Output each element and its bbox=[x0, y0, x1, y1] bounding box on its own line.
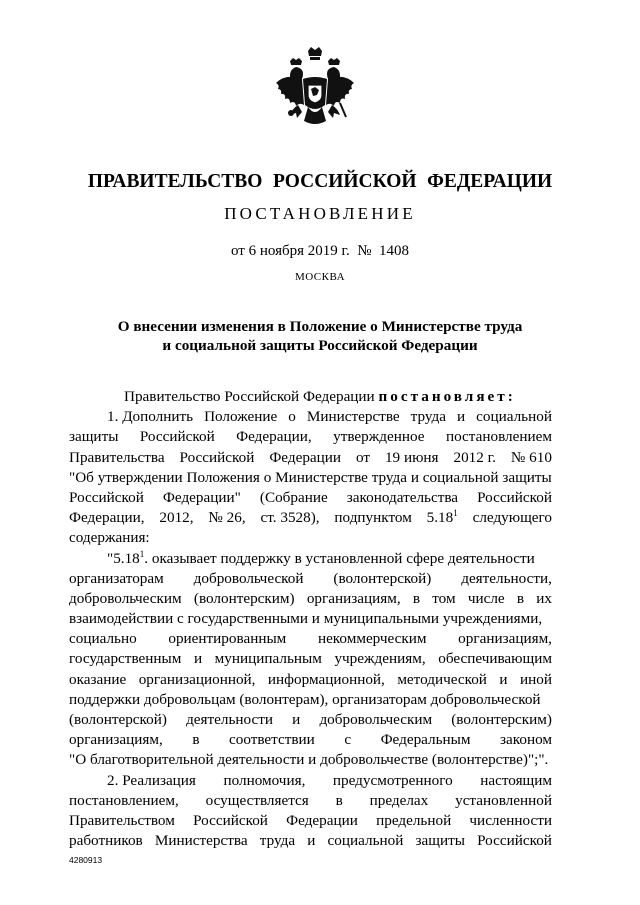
word: защиты bbox=[415, 832, 465, 850]
coat-of-arms-icon bbox=[272, 45, 358, 141]
title-line: и социальной защиты Российской Федерации bbox=[162, 337, 478, 354]
body-line bbox=[69, 528, 552, 548]
word: следующего bbox=[472, 509, 552, 527]
word: "5.18$^1$ bbox=[107, 548, 145, 567]
word: добровольческим bbox=[319, 711, 433, 728]
word: постановлением bbox=[445, 428, 552, 446]
word: организационной, bbox=[138, 670, 256, 688]
word: муниципальным bbox=[214, 650, 322, 668]
word: Министерстве bbox=[306, 408, 400, 426]
body-line bbox=[69, 791, 552, 811]
word: социальной bbox=[327, 832, 404, 850]
word: Положение bbox=[204, 408, 278, 426]
word: Российской bbox=[477, 832, 552, 850]
word: работников bbox=[69, 832, 143, 850]
word: труда bbox=[259, 832, 296, 850]
word: полномочия, bbox=[223, 771, 306, 789]
word: организациям, bbox=[458, 630, 552, 648]
word: от bbox=[355, 448, 371, 466]
word: иной bbox=[520, 670, 552, 688]
word: Федерации, bbox=[236, 428, 312, 446]
word: Федерации" bbox=[162, 488, 241, 506]
preamble-text: Правительство Российской Федерации bbox=[124, 388, 375, 405]
word: законом bbox=[500, 731, 552, 749]
word: организаторам bbox=[69, 569, 164, 587]
word: ориентированным bbox=[168, 630, 287, 648]
word: Российской bbox=[179, 448, 255, 466]
word: соответствии bbox=[228, 731, 315, 749]
word: Российской bbox=[477, 488, 552, 506]
body-line bbox=[69, 549, 552, 569]
body-line bbox=[69, 730, 552, 750]
word: Российской bbox=[69, 488, 144, 506]
word: пределах bbox=[369, 791, 429, 809]
word: в bbox=[335, 791, 343, 809]
word: оказание bbox=[69, 670, 127, 688]
word: утвержденное bbox=[333, 428, 425, 446]
word: взаимодействии с государственными и муниципальными учреждениями, bbox=[69, 610, 543, 628]
word: 2012, bbox=[159, 509, 194, 527]
body-line bbox=[69, 468, 552, 488]
word: "Об утверждении Положения о Министерстве труда и социальной защиты bbox=[69, 468, 552, 486]
body-line bbox=[69, 771, 552, 791]
superscript: 1 bbox=[139, 548, 145, 559]
word: в bbox=[412, 589, 421, 607]
preamble-action: постановляет: bbox=[378, 388, 516, 405]
body-line bbox=[69, 508, 552, 528]
word: добровольческой bbox=[193, 569, 304, 587]
body-line bbox=[69, 407, 552, 427]
document-title bbox=[0, 317, 640, 355]
word: № 610 bbox=[510, 448, 552, 466]
word: труда bbox=[410, 408, 446, 426]
word: социально bbox=[69, 630, 137, 648]
body-line bbox=[69, 448, 552, 468]
word: том bbox=[432, 589, 456, 607]
word: ст. 3528), bbox=[260, 509, 320, 527]
number-sign: № bbox=[357, 243, 372, 259]
word: 5.18$^1$ bbox=[426, 508, 458, 527]
word: 19 июня bbox=[384, 448, 439, 466]
word: деятельности bbox=[186, 711, 274, 728]
body-line bbox=[69, 831, 552, 851]
word: информационной, bbox=[267, 670, 385, 688]
word: постановлением, bbox=[69, 791, 179, 809]
word: (волонтерской) bbox=[333, 569, 432, 587]
word: установленной bbox=[455, 791, 552, 809]
word: в bbox=[192, 731, 200, 749]
word: 2012 г. bbox=[453, 448, 496, 466]
word: Федерации, bbox=[69, 509, 145, 527]
word: Правительства bbox=[69, 448, 165, 466]
word: добровольческим bbox=[69, 589, 182, 607]
body-line bbox=[69, 811, 552, 831]
word: (Собрание bbox=[259, 488, 328, 506]
word: 1. Дополнить bbox=[107, 408, 194, 426]
word: обеспечивающим bbox=[438, 650, 552, 668]
word: числе bbox=[467, 589, 505, 607]
word: Российской bbox=[193, 811, 268, 829]
word: (волонтерским) bbox=[193, 589, 295, 607]
word: социальной bbox=[476, 408, 552, 426]
word: 2. Реализация bbox=[107, 771, 196, 789]
word: в bbox=[516, 589, 525, 607]
body-line bbox=[69, 649, 552, 669]
body-line bbox=[69, 589, 552, 609]
body-line bbox=[69, 427, 552, 447]
word: и bbox=[499, 670, 508, 688]
body-line bbox=[69, 569, 552, 589]
word: подпунктом bbox=[334, 509, 412, 527]
superscript: 1 bbox=[453, 508, 458, 519]
word: некоммерческим bbox=[317, 630, 427, 648]
word: и bbox=[292, 711, 301, 728]
word: осуществляется bbox=[205, 791, 309, 809]
body-line bbox=[69, 488, 552, 508]
word: поддержки добровольцам (волонтерам), организаторам добровольческой bbox=[69, 690, 541, 708]
document-body bbox=[69, 387, 552, 851]
document-type: ПОСТАНОВЛЕНИЕ bbox=[224, 204, 416, 223]
document-number: 1408 bbox=[379, 243, 410, 259]
word: № 26, bbox=[208, 509, 246, 527]
word: настоящим bbox=[480, 771, 552, 789]
date-text: от 6 ноября 2019 г. bbox=[230, 243, 350, 259]
word: организациям, bbox=[306, 589, 401, 607]
word: "О благотворительной деятельности и добровольчестве (волонтерстве)";". bbox=[69, 751, 549, 769]
body-line bbox=[69, 629, 552, 649]
word: государственным bbox=[69, 650, 182, 668]
preamble bbox=[69, 387, 552, 407]
word: . оказывает поддержку в установленной сфере деятельности bbox=[144, 549, 535, 567]
word: с bbox=[344, 731, 352, 749]
word: (волонтерским) bbox=[451, 711, 552, 728]
word: Министерства bbox=[154, 832, 248, 850]
body-line bbox=[69, 690, 552, 710]
word: содержания: bbox=[69, 529, 150, 547]
word: методической bbox=[397, 670, 487, 688]
body-line bbox=[69, 710, 552, 730]
word: организациям, bbox=[69, 731, 163, 749]
word: Федерации bbox=[286, 811, 358, 829]
word: и bbox=[307, 832, 316, 850]
word: их bbox=[536, 589, 552, 607]
title-line: О внесении изменения в Положение о Министерстве труда bbox=[117, 318, 523, 335]
word: численности bbox=[469, 811, 552, 829]
word: (волонтерской) bbox=[69, 711, 167, 728]
word: и bbox=[193, 650, 203, 668]
body-line bbox=[69, 750, 552, 770]
word: деятельности, bbox=[461, 569, 552, 587]
city: МОСКВА bbox=[294, 271, 346, 283]
word: о bbox=[288, 408, 296, 426]
body-line bbox=[69, 609, 552, 629]
document-id: 4280913 bbox=[69, 855, 103, 865]
word: защиты bbox=[69, 428, 119, 446]
word: Правительством bbox=[69, 811, 175, 829]
word: Российской bbox=[139, 428, 215, 446]
word: Федерации bbox=[269, 448, 342, 466]
word: и bbox=[456, 408, 466, 426]
word: законодательства bbox=[346, 488, 459, 506]
word: предусмотренного bbox=[332, 771, 453, 789]
word: предельной bbox=[376, 811, 452, 829]
body-line bbox=[69, 670, 552, 690]
document-date bbox=[0, 243, 640, 260]
government-heading: ПРАВИТЕЛЬСТВО РОССИЙСКОЙ ФЕДЕРАЦИИ bbox=[87, 170, 553, 192]
word: учреждениям, bbox=[334, 650, 426, 668]
word: Федеральным bbox=[380, 731, 471, 749]
